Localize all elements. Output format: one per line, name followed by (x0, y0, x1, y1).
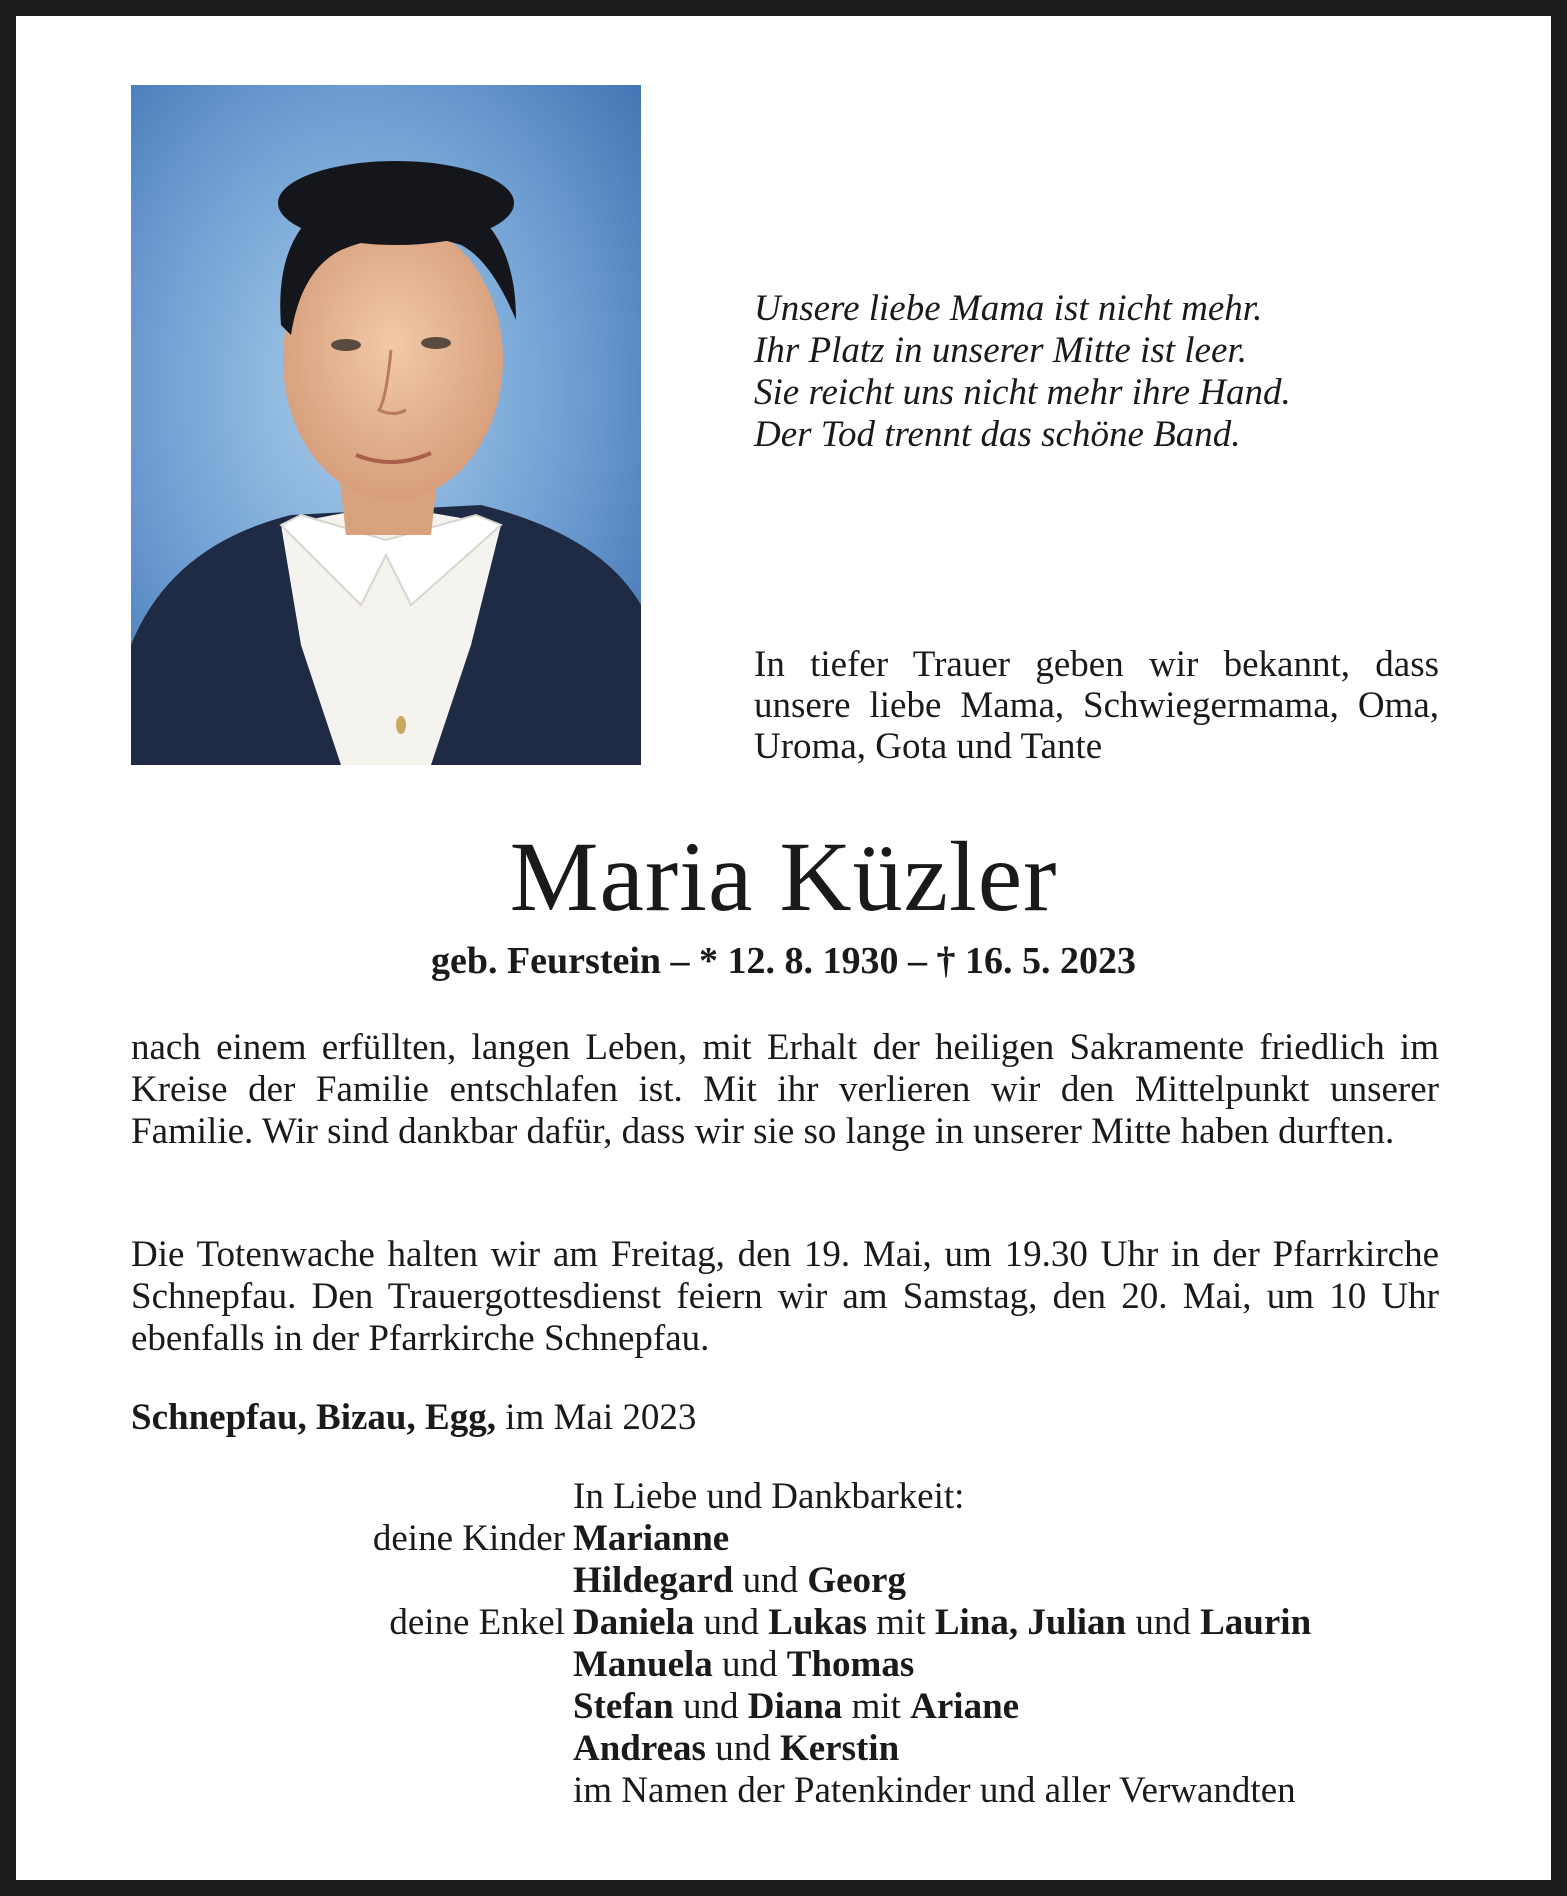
signature-row (16, 1560, 1551, 1602)
announcement-text: In tiefer Trauer geben wir bekannt, dass unsere liebe Mama, Schwiegermama, Oma, Uroma, Gota und Tante (754, 644, 1439, 767)
life-dates: geb. Feurstein – * 12. 8. 1930 – † 16. 5. 2023 (430, 940, 1137, 982)
place-towns: Schnepfau, Bizau, Egg, (131, 1397, 496, 1438)
signature-names (573, 1728, 899, 1770)
conjunction: mit (851, 1686, 901, 1727)
family-name: Ariane (910, 1686, 1020, 1727)
conjunction: und (703, 1602, 760, 1643)
family-name: Hildegard (573, 1560, 734, 1601)
conjunction: und (742, 1560, 799, 1601)
obituary-page (16, 16, 1551, 1880)
deceased-name: Maria Küzler (509, 821, 1058, 932)
signature-row (16, 1686, 1551, 1728)
family-name: Diana (747, 1686, 843, 1727)
portrait-photo (131, 85, 641, 765)
signature-names (573, 1686, 1019, 1728)
family-name: Marianne (573, 1518, 730, 1559)
signature-row (16, 1770, 1551, 1812)
family-name: Andreas (573, 1728, 706, 1769)
enkel-label: deine Enkel (389, 1602, 565, 1643)
family-name: Georg (807, 1560, 906, 1601)
signature-row (16, 1518, 1551, 1560)
family-name: Stefan (573, 1686, 674, 1727)
signature-heading: In Liebe und Dankbarkeit: (573, 1476, 965, 1517)
conjunction: und (722, 1644, 778, 1685)
poem-line: Ihr Platz in unserer Mitte ist leer. (754, 330, 1247, 371)
family-name: Daniela (573, 1602, 695, 1643)
signature-names (573, 1560, 906, 1602)
signature-row (16, 1602, 1551, 1644)
memorial-poem (754, 288, 1474, 456)
family-name: Lina, Julian (934, 1602, 1127, 1643)
conjunction: mit (876, 1602, 926, 1643)
kinder-label: deine Kinder (372, 1518, 565, 1559)
poem-line: Unsere liebe Mama ist nicht mehr. (754, 288, 1263, 329)
family-name: Lukas (768, 1602, 868, 1643)
family-name: Laurin (1200, 1602, 1312, 1643)
conjunction: und (715, 1728, 771, 1769)
poem-line: Der Tod trennt das schöne Band. (754, 414, 1241, 455)
place-and-date (131, 1397, 696, 1439)
funeral-details-paragraph: Die Totenwache halten wir am Freitag, den 19. Mai, um 19.30 Uhr in der Pfarrkirche Schnepfau. Den Trauergottesdienst feiern wir am Samstag, den 20. Mai, um 10 Uhr ebenfalls in der Pfarrkirche Schnepfau. (131, 1234, 1439, 1359)
signature-closing: im Namen der Patenkinder und aller Verwandten (573, 1770, 1296, 1811)
poem-line: Sie reicht uns nicht mehr ihre Hand. (754, 372, 1291, 413)
signature-names (573, 1602, 1311, 1644)
place-date: im Mai 2023 (505, 1397, 697, 1438)
signature-names (573, 1518, 729, 1560)
signature-row (16, 1728, 1551, 1770)
signature-names (573, 1644, 914, 1686)
family-name: Thomas (786, 1644, 915, 1685)
conjunction: und (682, 1686, 739, 1727)
family-name: Manuela (573, 1644, 713, 1685)
family-name: Kerstin (779, 1728, 900, 1769)
obituary-paragraph: nach einem erfüllten, langen Leben, mit Erhalt der heiligen Sakramente friedlich im Kreise der Familie entschlafen ist. Mit ihr verlieren wir den Mittelpunkt unserer Familie. Wir sind dankbar dafür, dass wir sie so lange in unserer Mitte haben durften. (131, 1027, 1439, 1152)
portrait-image (131, 85, 641, 765)
conjunction: und (1135, 1602, 1191, 1643)
signature-row (16, 1644, 1551, 1686)
